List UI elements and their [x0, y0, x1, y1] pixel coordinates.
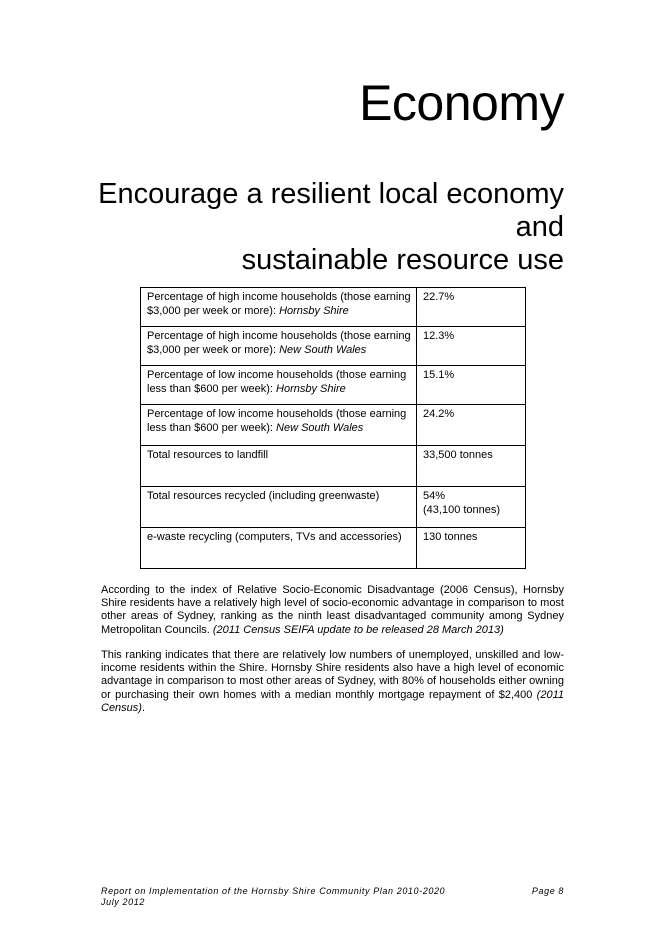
footer-page-number: Page 8	[531, 886, 564, 896]
table-cell-value: 22.7%	[417, 288, 526, 327]
table-cell-label: Percentage of low income households (those earning less than $600 per week): Hornsby Shire	[141, 366, 417, 405]
page-footer	[101, 886, 564, 908]
subtitle-line-2: sustainable resource use	[241, 244, 564, 276]
table-cell-value: 24.2%	[417, 405, 526, 446]
page-title: Economy	[359, 75, 564, 131]
table-row	[141, 405, 526, 446]
table-cell-value: 15.1%	[417, 366, 526, 405]
footer-date: July 2012	[101, 897, 145, 907]
table-cell-label: Percentage of low income households (those earning less than $600 per week): New South Wales	[141, 405, 417, 446]
table-cell-value: 33,500 tonnes	[417, 446, 526, 487]
table-row	[141, 288, 526, 327]
table-cell-label: Percentage of high income households (those earning $3,000 per week or more): New South Wales	[141, 327, 417, 366]
body-paragraph-2: This ranking indicates that there are relatively low numbers of unemployed, unskilled and low-income residents within the Shire. Hornsby Shire residents also have a high level of economic advantage in comparison to most other areas of Sydney, with 80% of households either owning or purchasing their own homes with a median monthly mortgage repayment of $2,400 (2011 Census).	[101, 649, 564, 714]
table-row	[141, 487, 526, 528]
table-row	[141, 366, 526, 405]
footer-report-title: Report on Implementation of the Hornsby Shire Community Plan 2010-2020	[101, 886, 446, 896]
table-cell-value: 12.3%	[417, 327, 526, 366]
table-cell-label: Total resources to landfill	[141, 446, 417, 487]
table-cell-label: Total resources recycled (including greenwaste)	[141, 487, 417, 528]
table-cell-value: 130 tonnes	[417, 528, 526, 569]
table-cell-label: Percentage of high income households (those earning $3,000 per week or more): Hornsby Shire	[141, 288, 417, 327]
table-row	[141, 327, 526, 366]
statistics-table	[140, 287, 526, 569]
table-cell-label: e-waste recycling (computers, TVs and accessories)	[141, 528, 417, 569]
table-cell-value: 54% (43,100 tonnes)	[417, 487, 526, 528]
page-subtitle	[64, 178, 564, 277]
body-paragraph-1: According to the index of Relative Socio-Economic Disadvantage (2006 Census), Hornsby Shire residents have a relatively high level of socio-economic advantage in comparison to most other areas of Sydney, ranking as the ninth least disadvantaged community among Sydney Metropolitan Councils. (2011 Census SEIFA update to be released 28 March 2013)	[101, 584, 564, 636]
table-row	[141, 528, 526, 569]
table-row	[141, 446, 526, 487]
subtitle-line-1: Encourage a resilient local economy and	[98, 178, 564, 243]
